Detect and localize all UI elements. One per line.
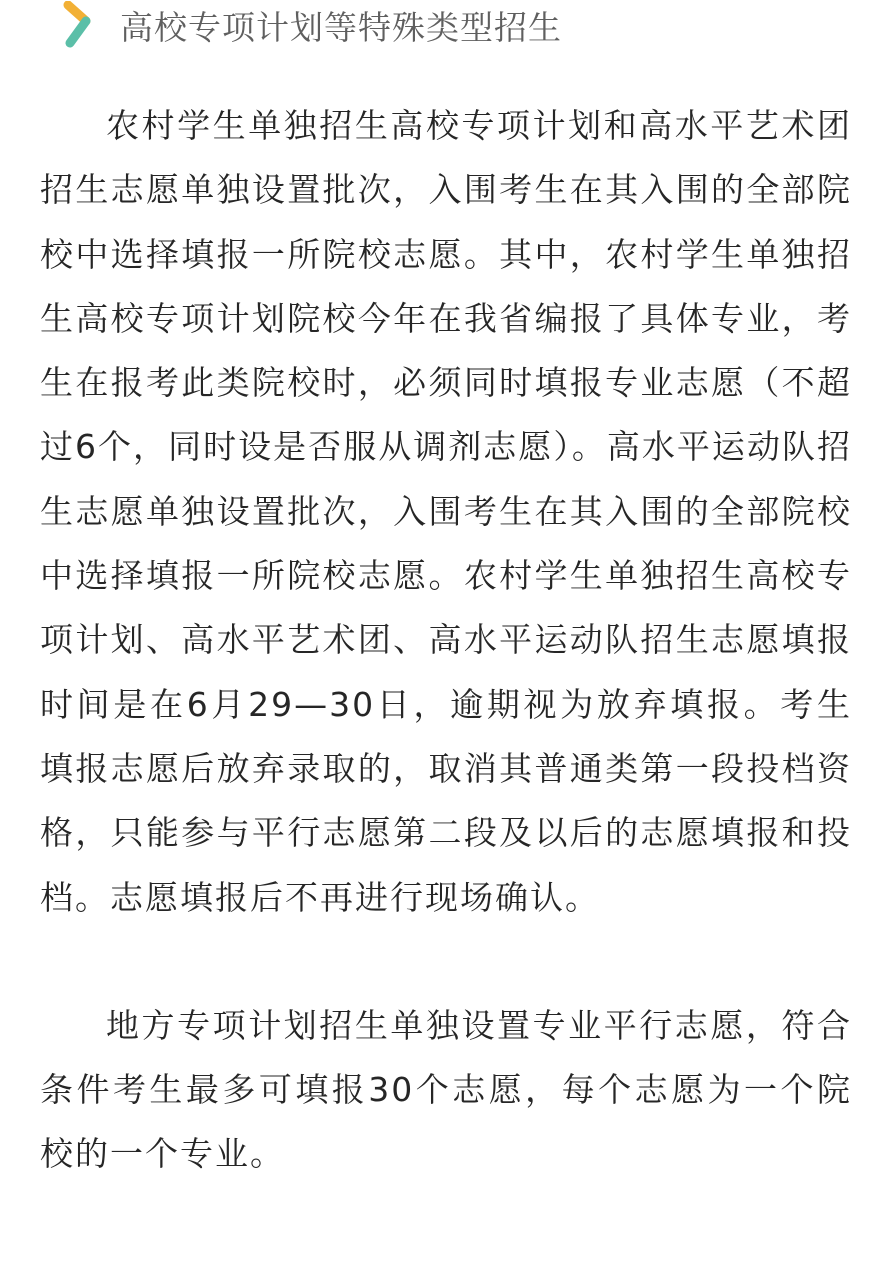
article-body [40,94,852,1187]
section-title: 高校专项计划等特殊类型招生 [120,7,562,47]
paragraph-special-admission: 农村学生单独招生高校专项计划和高水平艺术团招生志愿单独设置批次，入围考生在其入围的全部院校中选择填报一所院校志愿。其中，农村学生单独招生高校专项计划院校今年在我省编报了具体专业，考生在报考此类院校时，必须同时填报专业志愿（不超过6个，同时设是否服从调剂志愿）。高水平运动队招生志愿单独设置批次，入围考生在其入围的全部院校中选择填报一所院校志愿。农村学生单独招生高校专项计划、高水平艺术团、高水平运动队招生志愿填报时间是在6月29—30日，逾期视为放弃填报。考生填报志愿后放弃录取的，取消其普通类第一段投档资格，只能参与平行志愿第二段及以后的志愿填报和投档。志愿填报后不再进行现场确认。 [40,106,852,917]
chevron-right-icon [62,1,98,49]
paragraph-local-special-plan: 地方专项计划招生单独设置专业平行志愿，符合条件考生最多可填报30个志愿，每个志愿为一个院校的一个专业。 [40,1005,852,1174]
section-header [62,0,562,50]
